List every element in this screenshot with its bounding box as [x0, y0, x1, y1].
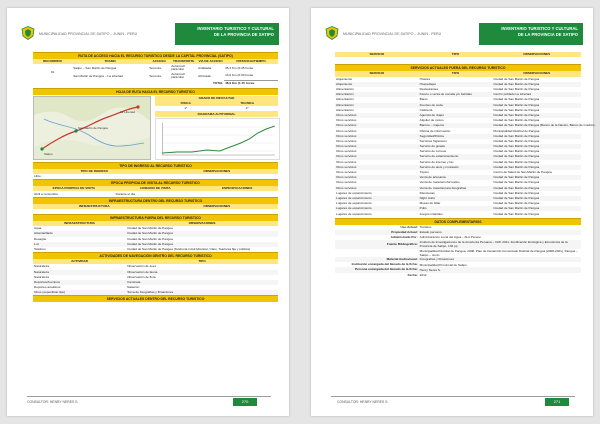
total-label: TOTAL: [213, 80, 224, 85]
tipo-cell: Fuentes de soda: [419, 103, 493, 108]
observaciones-cell: Ciudad de San Martin de Pangoa: [492, 82, 581, 87]
tipo-cell: Caminata: [126, 280, 278, 285]
infraestructura-cell: Luz: [33, 242, 126, 247]
section-ingreso-title: TIPO DE INGRESO AL RECURSO TURISTICO: [33, 162, 278, 169]
tipo-cell: Juegos infantiles: [419, 211, 443, 216]
observaciones-cell: Ciudad de San Martin de Pangoa: [493, 87, 540, 92]
tipo-cell: Discotecas: [419, 190, 435, 195]
infra-dentro-table: [33, 204, 278, 214]
page-footer: [27, 396, 271, 406]
servicio-cell: Alimentación: [335, 103, 419, 108]
tipo-cell: Alquiler de motos: [419, 118, 444, 123]
tipo-cell: Observación de flora: [127, 274, 156, 279]
servicio-cell: Lugares de esparcimiento: [336, 201, 372, 206]
col-tecnica: TECNICA: [217, 101, 279, 106]
col-transporte: TRANSPORTE: [170, 59, 197, 64]
municipal-crest-icon: [21, 26, 35, 40]
tipo-cell: Servicio de internet y fax: [419, 159, 454, 164]
col-infraestructura: INFRAESTRUCTURA: [33, 221, 126, 226]
tipo-cell: Cafetería: [419, 107, 433, 112]
route-map: [33, 96, 151, 160]
via-cell: Afirmada: [198, 73, 211, 78]
dificultad-block: [155, 96, 278, 160]
section-hoja-title: HOJA DE RUTA HACIA EL RECURSO TURISTICO: [33, 88, 278, 95]
observaciones-cell: Ciudad de San Martin de Pangoa: [492, 103, 581, 108]
horario-value: Durante el día: [115, 191, 136, 196]
left-page: [7, 8, 289, 416]
col-actividad: ACTIVIDAD: [33, 259, 126, 264]
section-infra-fuera-title: INFRAESTRUCTURA FUERA DEL RECURSO TURISTICO: [33, 214, 278, 221]
map-label: La Libertad: [120, 109, 136, 114]
map-label: San Martin de Pangoa: [78, 125, 108, 130]
col-infraestructura: INFRAESTRUCTURA: [33, 204, 156, 209]
observaciones-cell: Ciudad de San Martin de Pangoa: [492, 206, 581, 211]
col-tipo: TIPO: [419, 52, 493, 57]
ingreso-value: Libre: [34, 174, 41, 179]
tipo-cell: Toma de fotografías y filmaciones: [126, 290, 278, 295]
datos-key: Administrado Por:: [390, 235, 418, 240]
section-ruta-title: RUTA DE ACCESO HACIA EL RECURSO TURISTICO DESDE LA CAPITAL PROVINCIAL (SATIPO): [33, 52, 278, 59]
tipo-cell: Night clubs: [419, 196, 493, 201]
section-datos-title: DATOS COMPLEMENTARIOS: [335, 218, 581, 225]
map-label: Satipo: [44, 151, 53, 156]
acceso-cell: Terrestre: [149, 65, 162, 70]
datos-value: Turístico: [419, 225, 432, 230]
banner-line-2: DE LA PROVINCIA DE SATIPO: [517, 32, 578, 37]
tipo-cell: Observación de fauna: [126, 270, 278, 275]
infra-fuera-rows: [33, 226, 278, 252]
servicio-cell: Alimentación: [336, 87, 354, 92]
page-number: 270: [233, 398, 257, 406]
tipo-cell: Venta de material informativo: [419, 180, 460, 185]
col-epoca: EPOCA PROPICIA DE VISITA: [33, 186, 115, 191]
tipo-cell: Servicios higiénicos: [419, 138, 447, 143]
tramo-cell: Satipo – San Martin de Pangoa: [73, 65, 117, 70]
observaciones-cell: Ciudad de San Martin de Pangoa: [493, 201, 540, 206]
col-servicio: SERVICIO: [335, 52, 419, 57]
servicio-cell: Otros servicios: [336, 159, 357, 164]
tipo-cell: Servicio de taxis y mototaxis: [419, 165, 493, 170]
col-observaciones: OBSERVACIONES: [156, 204, 279, 209]
datos-table: [335, 225, 581, 278]
table-row: [335, 273, 581, 278]
col-observaciones: OBSERVACIONES: [492, 52, 581, 57]
municipality-name: MUNICIPALIDAD PROVINCIAL DE SATIPO – JUNIN - PERU: [39, 32, 138, 36]
observaciones-cell: Ciudad de San Martin de Pangoa: [492, 186, 581, 191]
datos-value: Estado peruano: [419, 230, 581, 235]
transporte-cell: Automóvil particular: [171, 64, 185, 72]
tipo-cell: Servicio de guiado: [419, 144, 493, 149]
col-observaciones: OBSERVACIONES: [492, 71, 581, 76]
observaciones-cell: Ciudad de San Martin de Pangoa (Telefonía móvil Movistar, Claro, Telefonía fija y pública): [127, 247, 250, 252]
municipality-name: MUNICIPALIDAD PROVINCIAL DE SATIPO – JUNIN - PERU: [343, 32, 442, 36]
actividad-cell: Deportes acuáticos: [34, 285, 61, 290]
tipo-cell: Pubs: [419, 206, 493, 211]
datos-value: Fotografías y filmaciones: [419, 257, 581, 262]
datos-key: [335, 249, 419, 257]
tipo-cell: Mesas de billar: [419, 201, 441, 206]
empty-cell: [492, 57, 581, 62]
observaciones-cell: Ciudad de San Martin de Pangoa: [493, 149, 540, 154]
actividad-cell: Otros (especificar tipo): [33, 290, 126, 295]
diagrama-title: DIAGRAMA ALTITUDINAL: [155, 111, 278, 116]
datos-rows: [335, 225, 581, 278]
servicio-cell: Alimentación: [335, 92, 419, 97]
col-especificaciones: ESPECIFICACIONES: [196, 186, 278, 191]
recorrido-number: 01: [50, 69, 55, 74]
section-infra-dentro-title: INFRAESTRUCTURA DENTRO DEL RECURSO TURISTICO: [33, 197, 278, 204]
col-via: VIA DE ACCESO: [198, 59, 223, 64]
infraestructura-cell: Teléfono: [34, 247, 46, 252]
epoca-value: Abril a noviembre: [34, 191, 59, 196]
servicio-cell: Otros servicios: [335, 165, 419, 170]
datos-value: Instituto de Investigaciones de la Amazonía Peruana – IIAP. 2011. Zonificación Ecológica y Económica de la Provincia de Satipo, 136 pp.: [419, 240, 581, 248]
infraestructura-cell: Alcantarillado: [33, 231, 126, 236]
actividades-rows: [33, 264, 278, 295]
col-tipo: TIPO: [126, 259, 278, 264]
servicio-cell: Lugares de esparcimiento: [336, 190, 372, 195]
servicio-cell: Lugares de esparcimiento: [335, 196, 419, 201]
col-tipo: TIPO: [419, 71, 493, 76]
distancia-cell: 13,6 Km (0:30 horas: [225, 73, 254, 78]
servicio-cell: Alojamiento: [335, 82, 419, 87]
col-recorrido: RECORRIDO: [33, 59, 72, 64]
observaciones-cell: Ciudad de San Martin de Pangoa: [493, 211, 540, 216]
col-acceso: ACCESO: [148, 59, 170, 64]
servicio-cell: Otros servicios: [335, 123, 419, 128]
tipo-cell: Bancos – Cajeros: [419, 123, 493, 128]
section-servicios-dentro-title: SERVICIOS ACTUALES DENTRO DEL RECURSO TURISTICO: [33, 295, 278, 302]
tipo-cell: Tópico: [419, 170, 429, 175]
page-header: [325, 23, 583, 47]
servicio-cell: Otros servicios: [336, 170, 357, 175]
table-row: [335, 240, 581, 248]
observaciones-cell: Municipalidad Distrital de Pangoa: [493, 128, 540, 133]
consultant-name: CONSULTOR: HENRY NERES S.: [27, 400, 79, 404]
servicio-cell: Otros servicios: [336, 180, 357, 185]
servicio-cell: Otros servicios: [335, 175, 419, 180]
footer-line: [331, 396, 575, 397]
col-tramo: TRAMO: [72, 59, 148, 64]
infraestructura-cell: Desagüe: [34, 236, 47, 241]
servicio-cell: Alimentación: [336, 97, 354, 102]
servicio-cell: Lugares de esparcimiento: [335, 206, 419, 211]
datos-value: Administración Local del Agua – ALA Perené: [419, 235, 481, 240]
observaciones-cell: Ciudad de San Martin de Pangoa (Banco de la Nación, Banco de Crédito): [493, 123, 595, 128]
datos-value: Henry Neres S.: [419, 267, 581, 272]
observaciones-cell: Ciudad de San Martin de Pangoa: [493, 138, 540, 143]
actividad-cell: Naturaleza: [34, 264, 49, 269]
observaciones-cell: Ciudad de San Martin de Pangoa: [492, 134, 581, 139]
total-value: 48,9 Km (1:15 horas: [224, 80, 278, 86]
tipo-cell: Agencia de viajes: [419, 113, 493, 118]
col-observaciones: OBSERVACIONES: [126, 221, 278, 226]
right-page: [311, 8, 593, 416]
banner-line-1: INVENTARIO TURISTICO Y CULTURAL: [501, 26, 578, 31]
tipo-cell: Hoteles: [419, 76, 431, 81]
observaciones-cell: Ciudad de San Martin de Pangoa: [492, 144, 581, 149]
inventory-banner: [479, 23, 583, 45]
datos-key: Fecha:: [407, 272, 418, 277]
tipo-cell: Natación: [127, 285, 140, 290]
grado-table: [155, 96, 278, 117]
col-horario: HORARIO DE VISITA: [115, 186, 197, 191]
tipo-cell: Seguridad/Policía: [419, 134, 493, 139]
observaciones-cell: Centro poblado La Libertad: [492, 92, 581, 97]
altitude-diagram-graphic: [156, 119, 279, 159]
tipo-cell: Kiosco o venta de comida y/o bebidas: [419, 92, 493, 97]
observaciones-cell: Ciudad de San Martin de Pangoa: [493, 107, 540, 112]
distancia-cell: 35,3 Km (0:45 horas: [225, 65, 254, 70]
servicio-cell: Otros servicios: [336, 149, 357, 154]
servicios-dentro-table: [335, 52, 581, 62]
section-epoca-title: EPOCA PROPICIA DE VISITA AL RECURSO TURISTICO: [33, 179, 278, 186]
servicio-cell: Otros servicios: [335, 186, 419, 191]
hoja-row: [33, 96, 278, 160]
footer-line: [27, 396, 271, 397]
tipo-cell: Venta de artesanía: [419, 175, 493, 180]
ruta-table: [33, 59, 278, 86]
observaciones-cell: Ciudad de San Martin de Pangoa: [493, 118, 540, 123]
datos-key: Propiedad Actual:: [335, 230, 419, 235]
tipo-cell: Observación de aves: [127, 264, 157, 269]
empty-cell: [335, 57, 419, 62]
altitude-diagram: [155, 118, 280, 160]
tramo-cell: San Martin de Pangoa – La Libertad: [73, 73, 123, 78]
actividad-cell: Deportes/Aventura: [33, 280, 126, 285]
epoca-table: [33, 186, 278, 196]
observaciones-cell: Ciudad de San Martin de Pangoa: [493, 76, 540, 81]
col-distancia: DISTANCIA/TIEMPO: [224, 59, 278, 64]
page-number: 271: [545, 398, 569, 406]
observaciones-cell: Ciudad de San Martin de Pangoa: [492, 113, 581, 118]
route-map-graphic: [34, 97, 150, 159]
banner-line-1: INVENTARIO TURISTICO Y CULTURAL: [197, 26, 274, 31]
grado-title: GRADO DE DIFICULTAD: [155, 96, 278, 101]
servicio-cell: Alojamiento: [336, 76, 353, 81]
actividad-cell: Naturaleza: [33, 270, 126, 275]
table-row: [335, 249, 581, 257]
datos-value: Municipalidad Distrital de Pangoa. 2008. Plan de Desarrollo Concertado Distrital de Pangoa (2008-2021), Pangoa – Satipo – Junín.: [419, 248, 578, 257]
observaciones-cell: Ciudad de San Martin de Pangoa: [127, 236, 173, 241]
observaciones-cell: Ciudad de San Martin de Pangoa: [493, 159, 540, 164]
consultant-name: CONSULTOR: HENRY NERES S.: [337, 400, 389, 404]
datos-key: Uso Actual:: [400, 224, 418, 229]
section-servicios-fuera-title: SERVICIOS ACTUALES FUERA DEL RECURSO TURISTICO: [335, 64, 581, 71]
acceso-cell: Terrestre: [149, 73, 162, 78]
observaciones-cell: Ciudad de San Martin de Pangoa: [126, 231, 278, 236]
servicios-fuera-table: [335, 71, 595, 216]
datos-value: Municipalidad Provincial de Satipo: [419, 262, 467, 267]
datos-key: Material Audiovisual:: [335, 257, 419, 262]
tipo-cell: Oficina de información: [419, 128, 451, 133]
page-footer: [331, 396, 575, 406]
tipo-cell: Bares: [419, 97, 428, 102]
tipo-cell: Hospedajes: [419, 82, 493, 87]
fisica-value: 1°: [184, 106, 188, 111]
actividades-table: [33, 259, 278, 295]
left-content: [33, 52, 278, 302]
datos-key: Fuente Bibliográfica:: [335, 240, 419, 248]
servicio-cell: Alimentación: [336, 107, 354, 112]
observaciones-cell: Ciudad de San Martin de Pangoa: [493, 97, 540, 102]
servicio-cell: Otros servicios: [335, 154, 419, 159]
servicio-cell: Otros servicios: [335, 144, 419, 149]
col-servicio: SERVICIO: [335, 71, 419, 76]
tipo-cell: Servicio de correos: [419, 149, 447, 154]
observaciones-cell: Ciudad de San Martin de Pangoa: [492, 154, 581, 159]
page-header: [21, 23, 279, 47]
observaciones-cell: Ciudad de San Martin de Pangoa: [492, 175, 581, 180]
datos-value: 2012: [419, 273, 427, 278]
servicios-fuera-rows: [335, 76, 595, 217]
servicio-cell: Otros servicios: [336, 118, 357, 123]
table-row: [335, 211, 581, 216]
tipo-cell: Servicio de estacionamiento: [419, 154, 493, 159]
transporte-cell: Automóvil particular: [171, 72, 185, 80]
ingreso-table: [33, 169, 278, 179]
observaciones-cell: Ciudad de San Martin de Pangoa: [126, 242, 278, 247]
observaciones-cell: Ciudad de San Martin de Pangoa: [492, 196, 581, 201]
servicio-cell: Otros servicios: [335, 113, 419, 118]
tipo-cell: Venta de material para fotografías: [419, 186, 493, 191]
col-fisica: FISICA: [155, 101, 217, 106]
municipal-crest-icon: [325, 26, 339, 40]
via-cell: Asfaltada: [198, 65, 212, 70]
servicio-cell: Otros servicios: [335, 134, 419, 139]
col-tipo-ingreso: TIPO DE INGRESO: [33, 169, 156, 174]
observaciones-cell: Ciudad de San Martin de Pangoa: [493, 180, 540, 185]
servicio-cell: Otros servicios: [336, 128, 357, 133]
datos-key: Institución encargada del llenado de la ficha:: [351, 262, 418, 267]
observaciones-cell: Ciudad de San Martin de Pangoa: [492, 165, 581, 170]
tipo-cell: Restaurantes: [419, 87, 439, 92]
empty-cell: [419, 57, 493, 62]
observaciones-cell: Centro de Salud de San Martin de Pangoa: [493, 170, 552, 175]
servicio-cell: Otros servicios: [336, 138, 357, 143]
observaciones-cell: Ciudad de San Martin de Pangoa: [127, 226, 173, 231]
datos-key: Persona encargada del llenado de la ficha:: [335, 267, 419, 272]
section-actividades-title: ACTIVIDADES DE NAVEGACIÓN DENTRO DEL RECURSO TURISTICO: [33, 252, 278, 259]
right-content: [335, 52, 595, 278]
observaciones-cell: Ciudad de San Martin de Pangoa: [493, 190, 540, 195]
servicio-cell: Lugares de esparcimiento: [336, 211, 372, 216]
inventory-banner: [175, 23, 279, 45]
col-observaciones: OBSERVACIONES: [156, 169, 279, 174]
tecnica-value: 2°: [245, 106, 249, 111]
infraestructura-cell: Agua: [34, 226, 42, 231]
actividad-cell: Naturaleza: [34, 274, 49, 279]
banner-line-2: DE LA PROVINCIA DE SATIPO: [213, 32, 274, 37]
infra-fuera-table: [33, 221, 278, 252]
